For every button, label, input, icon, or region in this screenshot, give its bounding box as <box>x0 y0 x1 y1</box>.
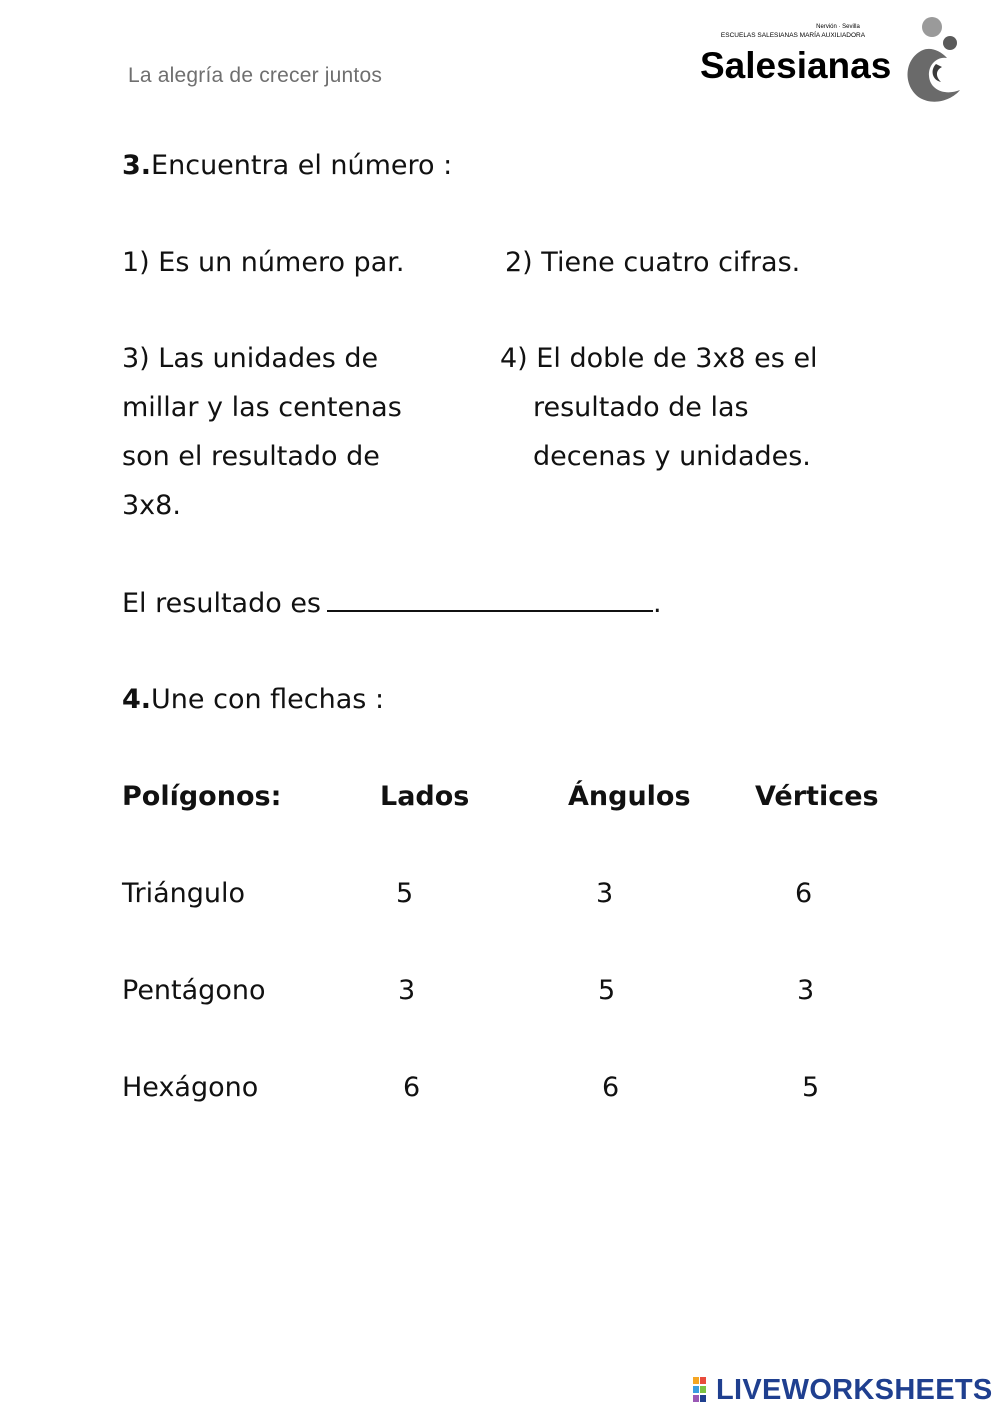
result-answer-field[interactable] <box>327 588 653 612</box>
clue-2: 2) Tiene cuatro cifras. <box>505 247 801 278</box>
exercise4-number: 4. <box>122 684 152 715</box>
header-vertices: Vértices <box>755 781 879 812</box>
angulos-value[interactable]: 6 <box>602 1072 620 1103</box>
vertices-value[interactable]: 6 <box>795 878 813 909</box>
clue-4-line: decenas y unidades. <box>533 441 811 472</box>
polygon-name[interactable]: Pentágono <box>122 975 266 1006</box>
result-line <box>122 588 662 619</box>
vertices-value[interactable]: 5 <box>802 1072 820 1103</box>
liveworksheets-brand: LIVEWORKSHEETS <box>716 1373 993 1406</box>
clue-3-line: millar y las centenas <box>122 392 402 423</box>
exercise3-heading <box>122 150 452 181</box>
angulos-value[interactable]: 3 <box>596 878 614 909</box>
polygon-name[interactable]: Hexágono <box>122 1072 259 1103</box>
liveworksheets-icon <box>693 1377 713 1403</box>
lados-value[interactable]: 5 <box>396 878 414 909</box>
result-label: El resultado es <box>122 588 321 619</box>
exercise3-title: Encuentra el número : <box>151 150 453 181</box>
vertices-value[interactable]: 3 <box>797 975 815 1006</box>
clue-3-line: son el resultado de <box>122 441 380 472</box>
clue-3-line: 3) Las unidades de <box>122 343 379 374</box>
clue-3-line: 3x8. <box>122 490 181 521</box>
exercise4-title: Une con flechas : <box>151 684 385 715</box>
clue-4-line: resultado de las <box>533 392 749 423</box>
exercise4-heading <box>122 684 384 715</box>
lados-value[interactable]: 6 <box>403 1072 421 1103</box>
polygon-name[interactable]: Triángulo <box>122 878 246 909</box>
salesianas-logo <box>698 16 968 108</box>
lados-value[interactable]: 3 <box>398 975 416 1006</box>
angulos-value[interactable]: 5 <box>598 975 616 1006</box>
header-angulos: Ángulos <box>568 781 691 812</box>
clue-4-line: 4) El doble de 3x8 es el <box>500 343 818 374</box>
header-poligonos: Polígonos: <box>122 781 282 812</box>
clue-1: 1) Es un número par. <box>122 247 405 278</box>
logo-word: Salesianas <box>700 45 892 86</box>
result-end: . <box>653 588 662 619</box>
header-lados: Lados <box>380 781 470 812</box>
logo-location: Nervión · Sevilla <box>816 24 860 30</box>
header-tagline: La alegría de crecer juntos <box>128 64 383 87</box>
exercise3-number: 3. <box>122 150 152 181</box>
logo-subtitle: ESCUELAS SALESIANAS MARÍA AUXILIADORA <box>720 32 866 39</box>
liveworksheets-footer <box>693 1375 993 1405</box>
